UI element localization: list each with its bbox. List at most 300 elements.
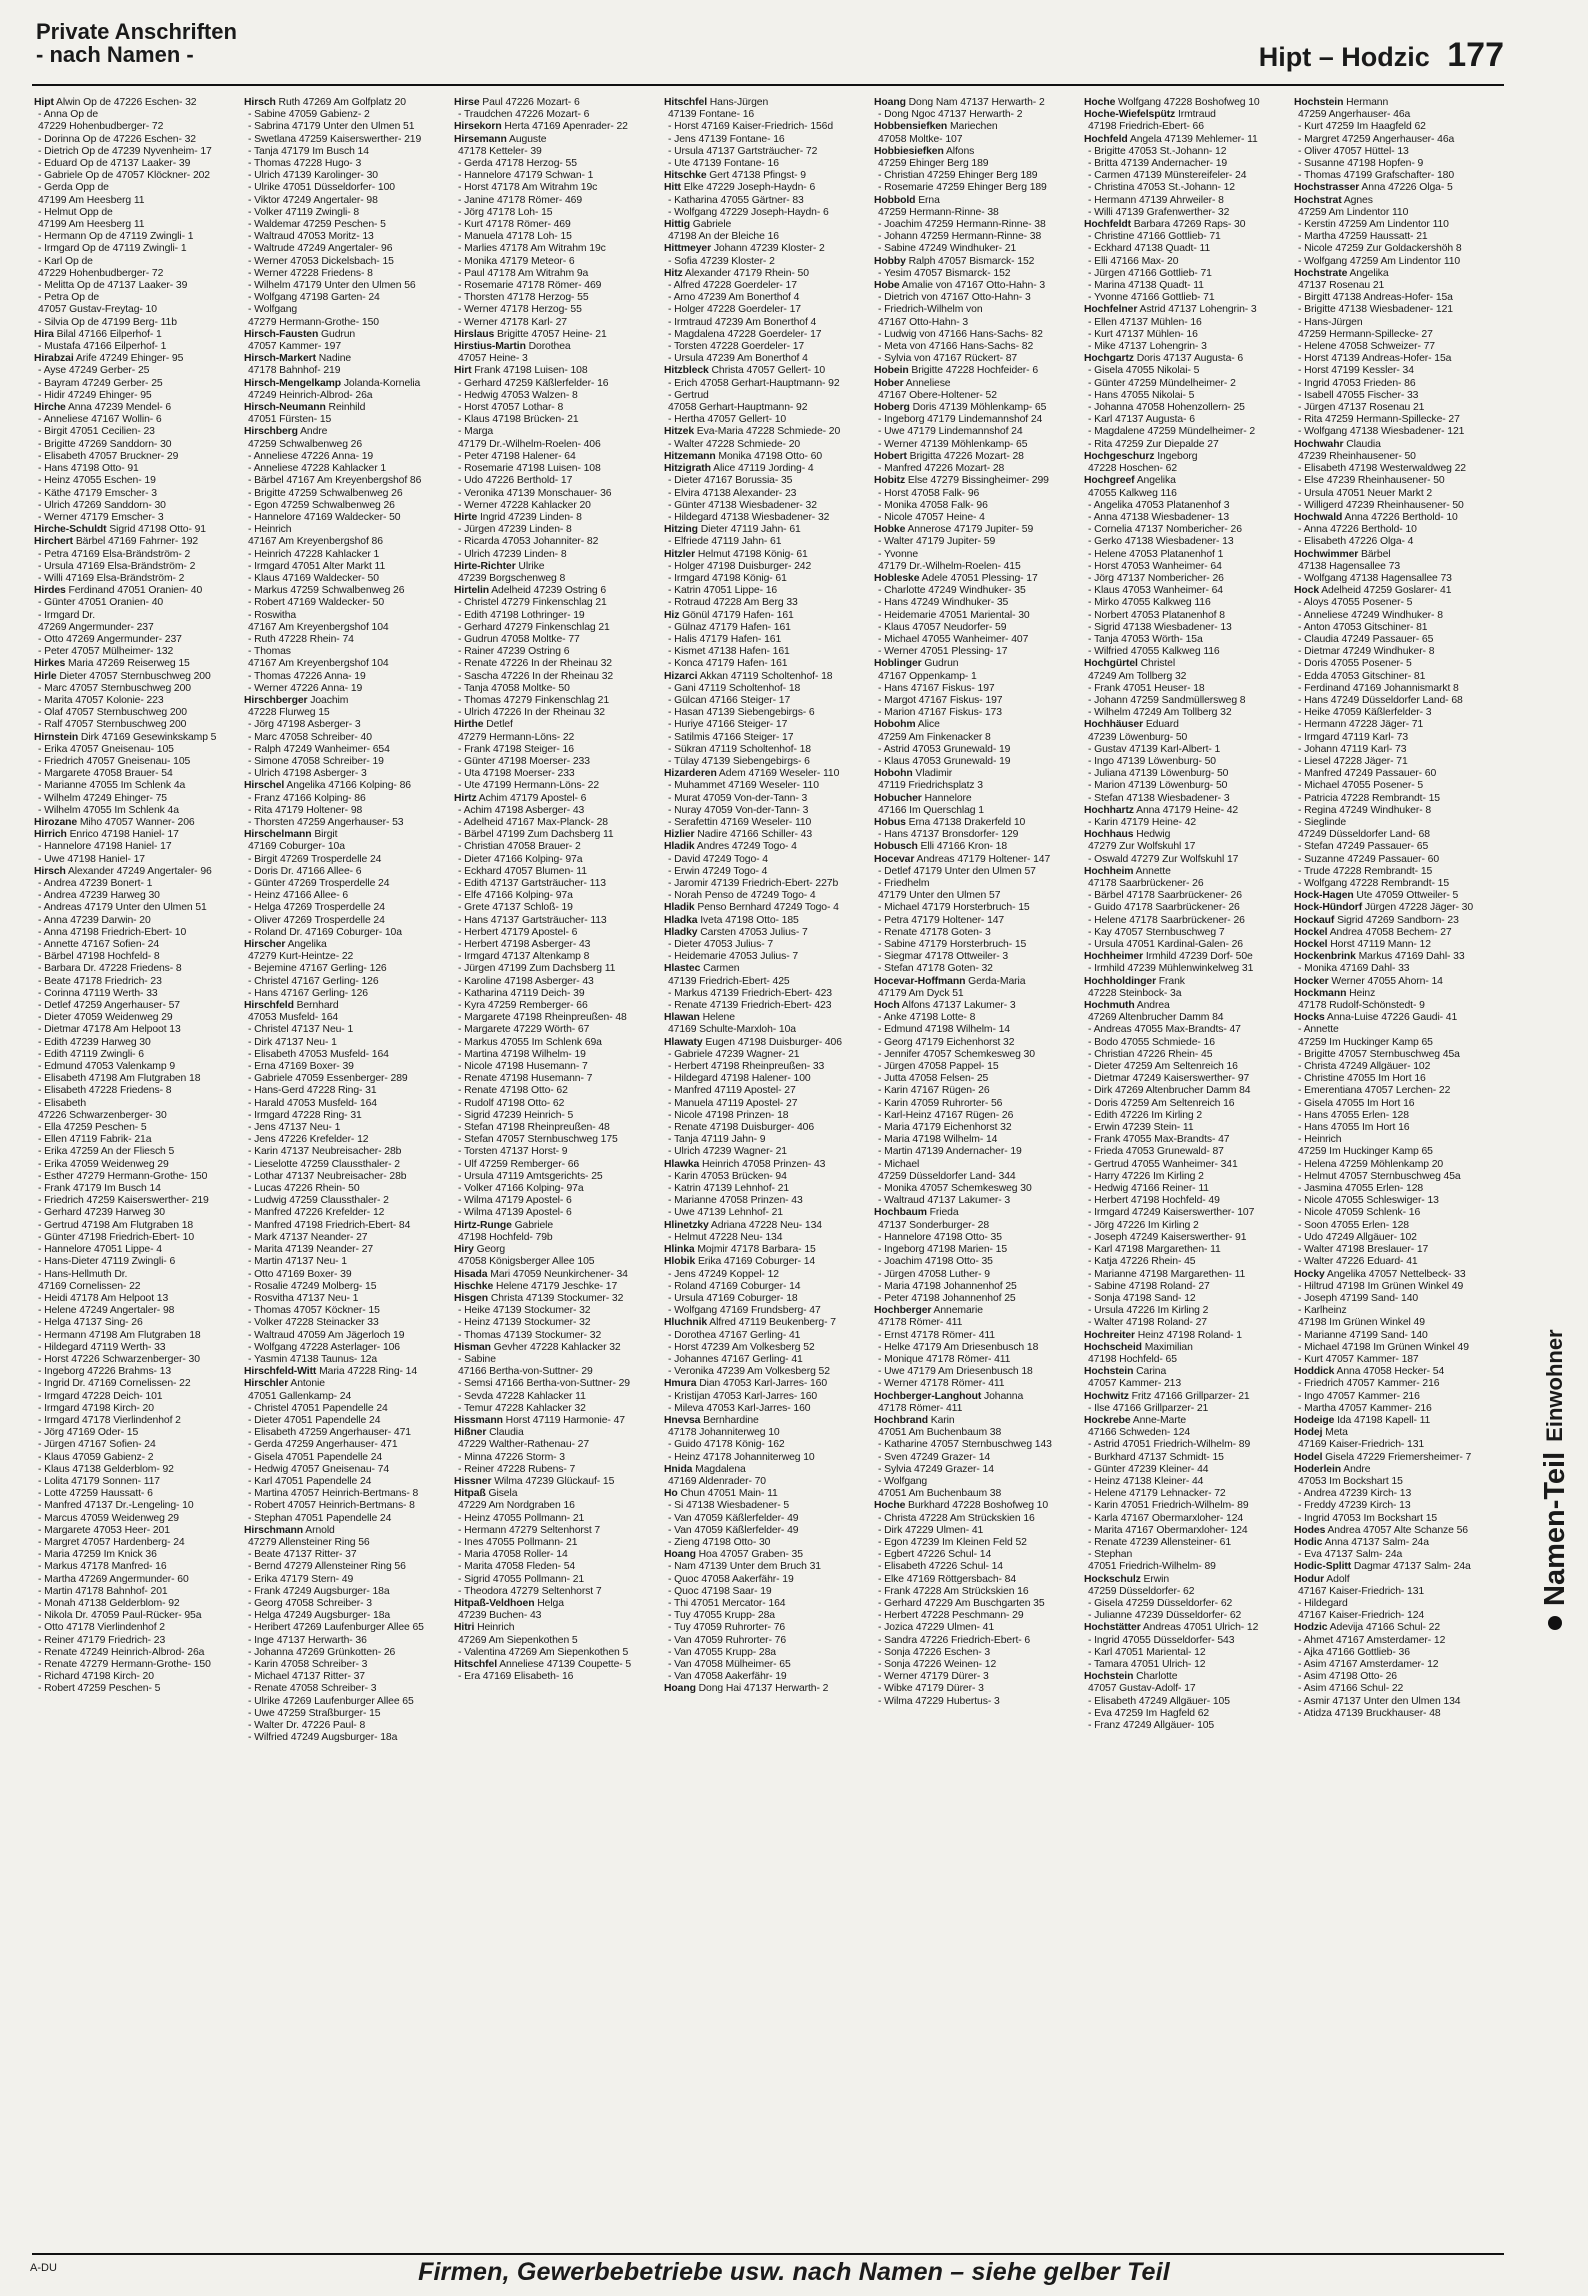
directory-entry: - Astrid 47051 Friedrich-Wilhelm- 89 bbox=[1088, 1439, 1251, 1451]
surname: Hochstein bbox=[1084, 1671, 1134, 1683]
surname: Hlawaty bbox=[664, 1036, 703, 1048]
directory-entry: Hochgeschurz Ingeborg bbox=[1084, 450, 1198, 462]
directory-entry: - Erwin 47239 Stein- 11 bbox=[1088, 1122, 1194, 1134]
directory-entry: - Veronika 47139 Monschauer- 36 bbox=[458, 487, 612, 499]
directory-entry: - Elvira 47138 Alexander- 23 bbox=[668, 487, 797, 499]
directory-entry: - Karlheinz bbox=[1298, 1305, 1347, 1317]
directory-entry: - Monah 47138 Gelderblom- 92 bbox=[38, 1597, 180, 1609]
directory-entry: - Rainer 47239 Ostring 6 bbox=[458, 646, 570, 658]
surname: Hobbold bbox=[874, 194, 916, 206]
directory-entry: - Bärbel 47199 Zum Dachsberg 11 bbox=[458, 829, 614, 841]
directory-entry: - Werner 47139 Möhlenkamp- 65 bbox=[878, 438, 1028, 450]
directory-entry: - Karin 47053 Brücken- 94 bbox=[668, 1170, 787, 1182]
surname: Hirchert bbox=[34, 536, 74, 548]
directory-entry: - Hiltrud 47198 Im Grünen Winkel 49 bbox=[1298, 1280, 1464, 1292]
directory-entry: - Roswitha bbox=[248, 609, 297, 621]
directory-entry: - Inge 47137 Herwarth- 36 bbox=[248, 1634, 367, 1646]
directory-entry: - Jens 47249 Koppel- 12 bbox=[668, 1268, 779, 1280]
directory-entry: - Else 47239 Rheinhausener- 50 bbox=[1298, 475, 1445, 487]
directory-entry: - Marc 47057 Sternbuschweg 200 bbox=[38, 682, 191, 694]
surname: Hlawan bbox=[664, 1012, 700, 1024]
directory-entry: - Werner 47178 Herzog- 55 bbox=[458, 304, 582, 316]
surname: Hirsch-Mengelkamp bbox=[244, 377, 342, 389]
directory-entry: Hochholdinger Frank bbox=[1084, 975, 1185, 987]
surname: Hmura bbox=[664, 1378, 697, 1390]
directory-entry: - Helene 47179 Lehnacker- 72 bbox=[1088, 1488, 1226, 1500]
directory-entry: - Yvonne 47166 Gottlieb- 71 bbox=[1088, 292, 1215, 304]
directory-entry: - Hedwig 47166 Reiner- 11 bbox=[1088, 1183, 1209, 1195]
directory-entry: Hobein Brigitte 47228 Hochfeider- 6 bbox=[874, 365, 1038, 377]
surname: Hochhaus bbox=[1084, 829, 1134, 841]
directory-entry: - Robert 47057 Heinrich-Bertmans- 8 bbox=[248, 1500, 415, 1512]
directory-entry: - Brigitte 47057 Sternbuschweg 45a bbox=[1298, 1048, 1460, 1060]
directory-entry: - Sascha 47226 In der Rheinau 32 bbox=[458, 670, 614, 682]
directory-entry: 47279 Hermann-Löns- 22 bbox=[458, 731, 575, 743]
directory-entry: - Rosemarie 47198 Luisen- 108 bbox=[458, 463, 601, 475]
directory-entry: - Elisabeth 47228 Friedens- 8 bbox=[38, 1085, 172, 1097]
directory-entry: - Volker 47119 Zwingli- 8 bbox=[248, 206, 360, 218]
surname: Hochheimer bbox=[1084, 951, 1144, 963]
directory-entry: - Katharina 47055 Gärtner- 83 bbox=[668, 194, 804, 206]
surname: Hochreiter bbox=[1084, 1329, 1135, 1341]
directory-entry: Hochbaum Frieda bbox=[874, 1207, 959, 1219]
directory-entry: - Werner 47179 Dürer- 3 bbox=[878, 1671, 989, 1683]
directory-entry: - Kurt 47137 Mühlen- 16 bbox=[1088, 328, 1198, 340]
directory-entry: - Renate 47178 Goten- 3 bbox=[878, 926, 991, 938]
directory-entry: - Temur 47228 Kahlacker 32 bbox=[458, 1402, 586, 1414]
directory-entry: 47169 Schulte-Marxloh- 10a bbox=[668, 1024, 796, 1036]
surname: Hirtz bbox=[454, 792, 477, 804]
directory-entry: Hizlier Nadire 47166 Schiller- 43 bbox=[664, 829, 813, 841]
directory-entry: - Stefan 47178 Goten- 32 bbox=[878, 963, 993, 975]
directory-entry: - Herbert 47179 Apostel- 6 bbox=[458, 926, 578, 938]
directory-entry: Hirche-Schuldt Sigrid 47198 Otto- 91 bbox=[34, 524, 206, 536]
surname: Hißner bbox=[454, 1427, 487, 1439]
directory-entry: - Christel 47279 Finkenschlag 21 bbox=[458, 597, 607, 609]
directory-entry: - Mustafa 47166 Eilperhof- 1 bbox=[38, 341, 167, 353]
surname: Hobe bbox=[874, 280, 900, 292]
directory-entry: - Julianne 47239 Düsseldorfer- 62 bbox=[1088, 1610, 1242, 1622]
directory-entry: - Liesel 47228 Jäger- 71 bbox=[1298, 755, 1408, 767]
directory-entry: 47137 Rosenau 21 bbox=[1298, 280, 1385, 292]
directory-entry: - Manuela 47178 Loh- 15 bbox=[458, 231, 572, 243]
directory-entry: - Bayram 47249 Gerber- 25 bbox=[38, 377, 163, 389]
directory-entry: - Norah Penso de 47249 Togo- 4 bbox=[668, 890, 816, 902]
directory-entry: - Thomas 47057 Köckner- 15 bbox=[248, 1305, 380, 1317]
directory-entry: Hirsekorn Herta 47169 Apenrader- 22 bbox=[454, 121, 628, 133]
directory-entry: Hochreiter Heinz 47198 Roland- 1 bbox=[1084, 1329, 1242, 1341]
directory-entry: Hmura Dian 47053 Karl-Jarres- 160 bbox=[664, 1378, 828, 1390]
directory-entry: - Tuy 47055 Krupp- 28a bbox=[668, 1610, 775, 1622]
directory-entry: - Uwe 47198 Haniel- 17 bbox=[38, 853, 145, 865]
directory-entry: - Jürgen 47166 Gottlieb- 71 bbox=[1088, 267, 1212, 279]
directory-entry: - Yesim 47057 Bismarck- 152 bbox=[878, 267, 1011, 279]
surname: Hiry bbox=[454, 1244, 474, 1256]
directory-entry: - Kurt 47178 Römer- 469 bbox=[458, 219, 571, 231]
surname: Hobitz bbox=[874, 475, 906, 487]
surname: Hobusch bbox=[874, 841, 918, 853]
directory-entry: - Helga 47137 Sing- 26 bbox=[38, 1317, 143, 1329]
surname: Hochheim bbox=[1084, 865, 1134, 877]
surname: Hirte-Richter bbox=[454, 560, 516, 572]
directory-entry: - Christa 47228 Am Strückskien 16 bbox=[878, 1512, 1035, 1524]
surname: Hlastec bbox=[664, 963, 701, 975]
directory-entry: 47229 Hohenbudberger- 72 bbox=[38, 121, 164, 133]
directory-entry: 47198 Im Grünen Winkel 49 bbox=[1298, 1317, 1425, 1329]
directory-entry: - Ahmet 47167 Amsterdamer- 12 bbox=[1298, 1634, 1446, 1646]
surname: Hirte bbox=[454, 511, 478, 523]
directory-entry: - Herbert 47228 Peschmann- 29 bbox=[878, 1610, 1024, 1622]
directory-entry: 47169 Cornelissen- 22 bbox=[38, 1280, 141, 1292]
directory-entry: - Van 47059 Käßlerfelder- 49 bbox=[668, 1512, 799, 1524]
directory-entry: - Margret 47259 Angerhauser- 46a bbox=[1298, 133, 1455, 145]
directory-entry: Hitt Elke 47229 Joseph-Haydn- 6 bbox=[664, 182, 816, 194]
directory-entry: 47228 Hoschen- 62 bbox=[1088, 463, 1177, 475]
directory-entry: - Thomas 47228 Hugo- 3 bbox=[248, 158, 362, 170]
directory-entry: - Horst 47057 Lothar- 8 bbox=[458, 402, 564, 414]
directory-entry: 47229 Walther-Rathenau- 27 bbox=[458, 1439, 590, 1451]
directory-entry: - Horst 47058 Falk- 96 bbox=[878, 487, 980, 499]
directory-entry: - Ingo 47057 Kammer- 216 bbox=[1298, 1390, 1420, 1402]
directory-entry: - Stephan 47051 Papendelle 24 bbox=[248, 1512, 392, 1524]
directory-entry: Hochmuth Andrea bbox=[1084, 1000, 1170, 1012]
directory-entry: 47249 Am Tollberg 32 bbox=[1088, 670, 1187, 682]
directory-entry: 47167 Kaiser-Friedrich- 131 bbox=[1298, 1585, 1425, 1597]
directory-entry: - Jutta 47058 Felsen- 25 bbox=[878, 1073, 989, 1085]
directory-entry: - Heinz 47139 Stockumer- 32 bbox=[458, 1317, 591, 1329]
directory-entry: - Georg 47179 Eichenhorst 32 bbox=[878, 1036, 1015, 1048]
directory-entry: - Walter 47228 Schmiede- 20 bbox=[668, 438, 801, 450]
directory-entry: - Hans 47055 Im Hort 16 bbox=[1298, 1122, 1410, 1134]
directory-entry: - Uwe 47139 Lehnhof- 21 bbox=[668, 1207, 783, 1219]
directory-entry: - Erwin 47249 Togo- 4 bbox=[668, 865, 768, 877]
surname: Hochwahr bbox=[1294, 438, 1344, 450]
directory-entry: - Günter 47051 Oranien- 40 bbox=[38, 597, 164, 609]
directory-entry: - Mark 47137 Neander- 27 bbox=[248, 1231, 368, 1243]
directory-entry: - Anneliese 47167 Wollin- 6 bbox=[38, 414, 162, 426]
directory-entry: - Dirk 47269 Altenbrucher Damm 84 bbox=[1088, 1085, 1251, 1097]
surname: Hirschmann bbox=[244, 1524, 304, 1536]
directory-entry: - Hedwig 47053 Walzen- 8 bbox=[458, 389, 578, 401]
directory-entry: Hochhaus Hedwig bbox=[1084, 829, 1171, 841]
directory-entry: - Edith 47198 Lothringer- 19 bbox=[458, 609, 585, 621]
directory-entry: Hobbold Erna bbox=[874, 194, 940, 206]
directory-entry: - Elisabeth bbox=[38, 1097, 86, 1109]
directory-entry: - Karl Op de bbox=[38, 255, 93, 267]
directory-entry: - Anton 47053 Gitschiner- 81 bbox=[1298, 621, 1428, 633]
directory-entry: - Nicole 47055 Schleswiger- 13 bbox=[1298, 1195, 1439, 1207]
directory-entry: - Edmund 47053 Valenkamp 9 bbox=[38, 1061, 175, 1073]
directory-entry: Hochstein Carina bbox=[1084, 1366, 1167, 1378]
directory-entry: - Nicole 47059 Schlenk- 16 bbox=[1298, 1207, 1421, 1219]
directory-entry: - Dietmar 47249 Kaiserswerther- 97 bbox=[1088, 1073, 1250, 1085]
directory-column bbox=[664, 97, 868, 2245]
directory-entry: Hoang Hoa 47057 Graben- 35 bbox=[664, 1549, 803, 1561]
directory-entry: 47249 Düsseldorfer Land- 68 bbox=[1298, 829, 1430, 841]
directory-entry: - Friedrich-Wilhelm von bbox=[878, 304, 983, 316]
directory-entry: Hockmann Heinz bbox=[1294, 987, 1376, 999]
directory-entry: - Ulrich 47239 Wagner- 21 bbox=[668, 1146, 787, 1158]
surname: Hitzler bbox=[664, 548, 696, 560]
directory-entry: - Van 47059 Käßlerfelder- 49 bbox=[668, 1524, 799, 1536]
directory-entry: - Hannelore 47169 Waldecker- 50 bbox=[248, 511, 401, 523]
directory-entry: - Heinrich bbox=[248, 524, 292, 536]
directory-entry: Hirtz Achim 47179 Apostel- 6 bbox=[454, 792, 587, 804]
directory-entry: - Christel 47051 Papendelle 24 bbox=[248, 1402, 388, 1414]
directory-entry: Hoang Dong Hai 47137 Herwarth- 2 bbox=[664, 1683, 829, 1695]
directory-entry: 47137 Sonderburger- 28 bbox=[878, 1219, 990, 1231]
directory-entry: - Si 47138 Wiesbadener- 5 bbox=[668, 1500, 790, 1512]
directory-entry: - Lotte 47259 Haussatt- 6 bbox=[38, 1488, 153, 1500]
directory-entry: - Lieselotte 47259 Claussthaler- 2 bbox=[248, 1158, 400, 1170]
directory-entry: - Martin 47178 Bahnhof- 201 bbox=[38, 1585, 168, 1597]
directory-entry: 47269 Am Siepenkothen 5 bbox=[458, 1634, 578, 1646]
directory-entry: - Gülcan 47166 Steiger- 17 bbox=[668, 694, 791, 706]
directory-entry: 47199 Am Heesberg 11 bbox=[38, 194, 145, 206]
directory-entry: - Karl 47198 Margarethen- 11 bbox=[1088, 1244, 1221, 1256]
surname: Hockrebe bbox=[1084, 1414, 1131, 1426]
directory-entry: - Ursula 47051 Kardinal-Galen- 26 bbox=[1088, 939, 1243, 951]
directory-entry: - Nikola Dr. 47059 Paul-Rücker- 95a bbox=[38, 1610, 202, 1622]
directory-entry: - Peter 47198 Halener- 64 bbox=[458, 450, 576, 462]
directory-entry: - Marina 47138 Quadt- 11 bbox=[1088, 280, 1204, 292]
directory-entry: - Helene 47053 Platanenhof 1 bbox=[1088, 548, 1224, 560]
directory-entry: 47139 Friedrich-Ebert- 425 bbox=[668, 975, 790, 987]
directory-entry: Hockauf Sigrid 47269 Sandborn- 23 bbox=[1294, 914, 1459, 926]
directory-entry: - Renate 47239 Allensteiner- 61 bbox=[1088, 1536, 1232, 1548]
directory-entry: Hitzler Helmut 47198 König- 61 bbox=[664, 548, 808, 560]
directory-entry: - Ingrid 47053 Frieden- 86 bbox=[1298, 377, 1416, 389]
surname: Hochfeldt bbox=[1084, 219, 1132, 231]
directory-entry: Hlobik Erika 47169 Coburger- 14 bbox=[664, 1256, 816, 1268]
directory-entry: Hirozane Miho 47057 Wanner- 206 bbox=[34, 816, 195, 828]
directory-entry: - Karl 47051 Papendelle 24 bbox=[248, 1475, 372, 1487]
directory-entry: - Irmgard 47178 Vierlindenhof 2 bbox=[38, 1414, 181, 1426]
directory-entry: 47179 Dr.-Wilhelm-Roelen- 415 bbox=[878, 560, 1021, 572]
directory-entry: - Ursula 47239 Am Bonerthof 4 bbox=[668, 353, 808, 365]
header-rule bbox=[32, 84, 1504, 86]
directory-entry: Hizarci Akkan 47119 Scholtenhof- 18 bbox=[664, 670, 833, 682]
surname: Hoche bbox=[874, 1500, 906, 1512]
directory-entry: - Heidi 47178 Am Helpoot 13 bbox=[38, 1292, 169, 1304]
surname: Hobucher bbox=[874, 792, 922, 804]
directory-entry: Hitschfel Hans-Jürgen bbox=[664, 97, 769, 108]
directory-entry: - Hertha 47057 Gellert- 10 bbox=[668, 414, 787, 426]
directory-entry: - Hannelore 47198 Otto- 35 bbox=[878, 1231, 1002, 1243]
directory-entry: Hochstrasser Anna 47226 Olga- 5 bbox=[1294, 182, 1453, 194]
directory-entry: Hitzigrath Alice 47119 Jording- 4 bbox=[664, 463, 814, 475]
directory-entry: - Jozica 47229 Ulmen- 41 bbox=[878, 1622, 994, 1634]
directory-entry: - Wilhelm 47055 Im Schlenk 4a bbox=[38, 804, 179, 816]
directory-entry: - Tanja 47058 Moltke- 50 bbox=[458, 682, 570, 694]
directory-entry: 47279 Zur Wolfskuhl 17 bbox=[1088, 841, 1196, 853]
directory-entry: Hocevar Andreas 47179 Holtener- 147 bbox=[874, 853, 1051, 865]
directory-entry: - Asim 47198 Otto- 26 bbox=[1298, 1671, 1397, 1683]
surname: Hlinetzky bbox=[664, 1219, 709, 1231]
directory-entry: - Hermann 47139 Ahrweiler- 8 bbox=[1088, 194, 1224, 206]
directory-entry: - Erika 47179 Stern- 49 bbox=[248, 1573, 354, 1585]
directory-entry: - Sabine 47179 Horsterbruch- 15 bbox=[878, 939, 1027, 951]
directory-entry: 47166 Im Querschlag 1 bbox=[878, 804, 984, 816]
directory-entry: Hirchert Bärbel 47169 Fahrner- 192 bbox=[34, 536, 199, 548]
surname: Hock-Hündorf bbox=[1294, 902, 1363, 914]
directory-entry: - Ulf 47259 Remberger- 66 bbox=[458, 1158, 580, 1170]
section-tab bbox=[1530, 1250, 1580, 1630]
directory-entry: Hock-Hündorf Jürgen 47228 Jäger- 30 bbox=[1294, 902, 1473, 914]
directory-entry: - Kyra 47259 Remberger- 66 bbox=[458, 1000, 588, 1012]
directory-entry: - Sabine bbox=[458, 1353, 496, 1365]
directory-entry: - Friedhelm bbox=[878, 878, 930, 889]
directory-entry: - Karla 47167 Obermarxloher- 124 bbox=[1088, 1512, 1244, 1524]
directory-entry: - Manfred 47249 Passauer- 60 bbox=[1298, 768, 1437, 780]
directory-entry: 47178 Johanniterweg 10 bbox=[668, 1427, 780, 1439]
directory-entry: - Horst 47053 Wanheimer- 64 bbox=[1088, 560, 1222, 572]
directory-entry: - Roland 47169 Coburger- 14 bbox=[668, 1280, 801, 1292]
directory-entry: - Rudolf 47198 Otto- 62 bbox=[458, 1097, 565, 1109]
surname: Hirabzai bbox=[34, 353, 74, 365]
directory-entry: - Quoc 47198 Saar- 19 bbox=[668, 1585, 772, 1597]
surname: Hlobik bbox=[664, 1256, 696, 1268]
directory-entry: Hirschberger Joachim bbox=[244, 694, 349, 706]
directory-entry: Hiry Georg bbox=[454, 1244, 505, 1256]
directory-entry: Hirse Paul 47226 Mozart- 6 bbox=[454, 97, 580, 108]
directory-entry: - Marc 47058 Schreiber- 40 bbox=[248, 731, 372, 743]
surname: Hirse bbox=[454, 97, 480, 108]
directory-entry: Hirt Frank 47198 Luisen- 108 bbox=[454, 365, 588, 377]
surname: Hira bbox=[34, 328, 54, 340]
surname: Hochmuth bbox=[1084, 1000, 1135, 1012]
directory-entry: - Hildegard 47119 Werth- 33 bbox=[38, 1341, 166, 1353]
directory-entry: Hirsemann Auguste bbox=[454, 133, 547, 145]
directory-entry: Hirche Anna 47239 Mendel- 6 bbox=[34, 402, 172, 414]
page-header-left bbox=[36, 20, 237, 66]
directory-entry: - Tülay 47139 Siebengebirgs- 6 bbox=[668, 755, 810, 767]
directory-entry: - Sylvia 47249 Grazer- 14 bbox=[878, 1463, 994, 1475]
directory-entry: Hlinka Mojmir 47178 Barbara- 15 bbox=[664, 1244, 816, 1256]
directory-entry: - Britta 47139 Andernacher- 19 bbox=[1088, 158, 1228, 170]
directory-entry: - Heinrich bbox=[1298, 1134, 1342, 1146]
directory-entry: 47259 Schwalbenweg 26 bbox=[248, 438, 363, 450]
directory-entry: Hluchnik Alfred 47119 Beukenberg- 7 bbox=[664, 1317, 836, 1329]
directory-entry: 47058 Gerhart-Hauptmann- 92 bbox=[668, 402, 808, 414]
directory-entry: - Waltraud 47137 Lakumer- 3 bbox=[878, 1195, 1011, 1207]
directory-entry: - Ursula 47169 Elsa-Brändström- 2 bbox=[38, 560, 196, 572]
surname: Hitz bbox=[664, 267, 683, 279]
directory-entry: - Ellen 47137 Mühlen- 16 bbox=[1088, 316, 1202, 328]
directory-entry: 47179 Unter den Ulmen 57 bbox=[878, 890, 1001, 902]
directory-entry: - Hans 47137 Bronsdorfer- 129 bbox=[878, 829, 1019, 841]
directory-entry: - Irmgard Dr. bbox=[38, 609, 96, 621]
surname: Hluchnik bbox=[664, 1317, 708, 1329]
directory-entry: - Astrid 47053 Grunewald- 19 bbox=[878, 743, 1011, 755]
directory-entry: - Trude 47228 Rembrandt- 15 bbox=[1298, 865, 1433, 877]
directory-entry: - Harry 47226 Im Kirling 2 bbox=[1088, 1170, 1204, 1182]
directory-entry: - Katharine 47057 Sternbuschweg 143 bbox=[878, 1439, 1052, 1451]
directory-entry: - Gerhard 47229 Am Buschgarten 35 bbox=[878, 1597, 1045, 1609]
directory-entry: - Jürgen 47167 Sofien- 24 bbox=[38, 1439, 156, 1451]
surname: Hisada bbox=[454, 1268, 488, 1280]
directory-entry: - Johann 47259 Hermann-Rinne- 38 bbox=[878, 231, 1042, 243]
directory-entry: - Hans 47167 Gerling- 126 bbox=[248, 987, 368, 999]
directory-entry: - Irmgard 47228 Deich- 101 bbox=[38, 1390, 163, 1402]
directory-entry: - Olaf 47057 Sternbuschweg 200 bbox=[38, 707, 187, 719]
directory-entry: - Markus 47055 Im Schlenk 69a bbox=[458, 1036, 602, 1048]
directory-entry: - Susanne 47198 Hopfen- 9 bbox=[1298, 158, 1424, 170]
directory-entry: - Irmgard 47051 Alter Markt 11 bbox=[248, 560, 386, 572]
directory-entry: Hobusch Elli 47166 Kron- 18 bbox=[874, 841, 1008, 853]
directory-entry: - Ajka 47166 Gottlieb- 36 bbox=[1298, 1646, 1410, 1658]
directory-entry: - Renate 47198 Husemann- 7 bbox=[458, 1073, 593, 1085]
directory-entry: - Asim 47167 Amsterdamer- 12 bbox=[1298, 1659, 1439, 1670]
directory-entry: - Herbert 47198 Rheinpreußen- 33 bbox=[668, 1061, 825, 1073]
directory-entry: Hobitz Else 47279 Bissingheimer- 299 bbox=[874, 475, 1049, 487]
directory-entry: - Irmgard Op de 47119 Zwingli- 1 bbox=[38, 243, 187, 255]
directory-entry: 47259 Düsseldorfer Land- 344 bbox=[878, 1170, 1016, 1182]
directory-entry: - Jürgen 47058 Pappel- 15 bbox=[878, 1061, 999, 1073]
directory-entry: - Aloys 47055 Posener- 5 bbox=[1298, 597, 1413, 609]
directory-entry: - Ulrich 47226 In der Rheinau 32 bbox=[458, 707, 605, 719]
directory-entry: - Ilse 47166 Grillparzer- 21 bbox=[1088, 1402, 1209, 1414]
directory-entry: - Helene 47058 Schweizer- 77 bbox=[1298, 341, 1435, 353]
directory-entry: - Hermann 47279 Seltenhorst 7 bbox=[458, 1524, 601, 1536]
directory-entry: 47259 Im Huckinger Kamp 65 bbox=[1298, 1036, 1433, 1048]
directory-entry: - Frank 47051 Heuser- 18 bbox=[1088, 682, 1205, 694]
directory-entry: - Guido 47178 Saarbrückener- 26 bbox=[1088, 902, 1240, 914]
directory-entry: Hocker Werner 47055 Ahorn- 14 bbox=[1294, 975, 1443, 987]
directory-entry: - Heike 47139 Stockumer- 32 bbox=[458, 1305, 591, 1317]
directory-entry: - Ruth 47228 Rhein- 74 bbox=[248, 633, 354, 645]
directory-entry: - Torsten 47228 Goerdeler- 17 bbox=[668, 341, 805, 353]
directory-entry: - Friedrich 47259 Kaiserswerther- 219 bbox=[38, 1195, 209, 1207]
directory-entry: - Franz 47166 Kolping- 86 bbox=[248, 792, 366, 804]
directory-entry: - Anneliese 47249 Windhuker- 8 bbox=[1298, 609, 1443, 621]
directory-entry: - Mileva 47053 Karl-Jarres- 160 bbox=[668, 1402, 811, 1414]
directory-entry: 47057 Kammer- 213 bbox=[1088, 1378, 1182, 1390]
directory-entry: - Doris Dr. 47166 Allee- 6 bbox=[248, 865, 362, 877]
directory-entry: Hladik Penso Bernhard 47249 Togo- 4 bbox=[664, 902, 839, 914]
directory-entry: - Günter 47259 Mündelheimer- 2 bbox=[1088, 377, 1236, 389]
directory-entry: - Gani 47119 Scholtenhof- 18 bbox=[668, 682, 801, 694]
surname: Hissmann bbox=[454, 1414, 503, 1426]
directory-entry: Hitpaß Gisela bbox=[454, 1488, 518, 1500]
directory-entry: - Heidemarie 47053 Julius- 7 bbox=[668, 951, 799, 963]
directory-entry: Hizarderen Adem 47169 Weseler- 110 bbox=[664, 768, 840, 780]
directory-entry: - Marianne 47058 Prinzen- 43 bbox=[668, 1195, 803, 1207]
surname: Hobus bbox=[874, 816, 906, 828]
directory-entry: - Margret 47057 Hardenberg- 24 bbox=[38, 1536, 185, 1548]
directory-entry: 47178 Bahnhof- 219 bbox=[248, 365, 341, 377]
surname: Hirtelin bbox=[454, 585, 489, 597]
surname: Hirslaus bbox=[454, 328, 495, 340]
directory-entry: 47166 Bertha-von-Suttner- 29 bbox=[458, 1366, 593, 1378]
directory-entry: - Viktor 47249 Angertaler- 98 bbox=[248, 194, 378, 206]
directory-entry: - Wolfgang 47169 Frundsberg- 47 bbox=[668, 1305, 821, 1317]
surname: Hobleske bbox=[874, 572, 920, 584]
directory-entry: - Paul 47178 Am Witrahm 9a bbox=[458, 267, 589, 279]
bullet-icon bbox=[1548, 1616, 1562, 1630]
directory-entry: - Adelheid 47167 Max-Planck- 28 bbox=[458, 816, 608, 828]
directory-entry: Hitz Alexander 47179 Rhein- 50 bbox=[664, 267, 809, 279]
surname: Hirsch bbox=[244, 97, 276, 108]
surname: Hocevar bbox=[874, 853, 915, 865]
directory-entry: - Renate 47279 Hermann-Grothe- 150 bbox=[38, 1659, 211, 1670]
directory-entry: - Gerda 47178 Herzog- 55 bbox=[458, 158, 577, 170]
surname: Hodic bbox=[1294, 1536, 1323, 1548]
directory-entry: - Jasmina 47055 Erlen- 128 bbox=[1298, 1183, 1424, 1195]
directory-entry: Hockschulz Erwin bbox=[1084, 1573, 1170, 1585]
directory-entry: - Manfred 47137 Dr.-Lengeling- 10 bbox=[38, 1500, 194, 1512]
directory-entry: - Sven 47249 Grazer- 14 bbox=[878, 1451, 991, 1463]
